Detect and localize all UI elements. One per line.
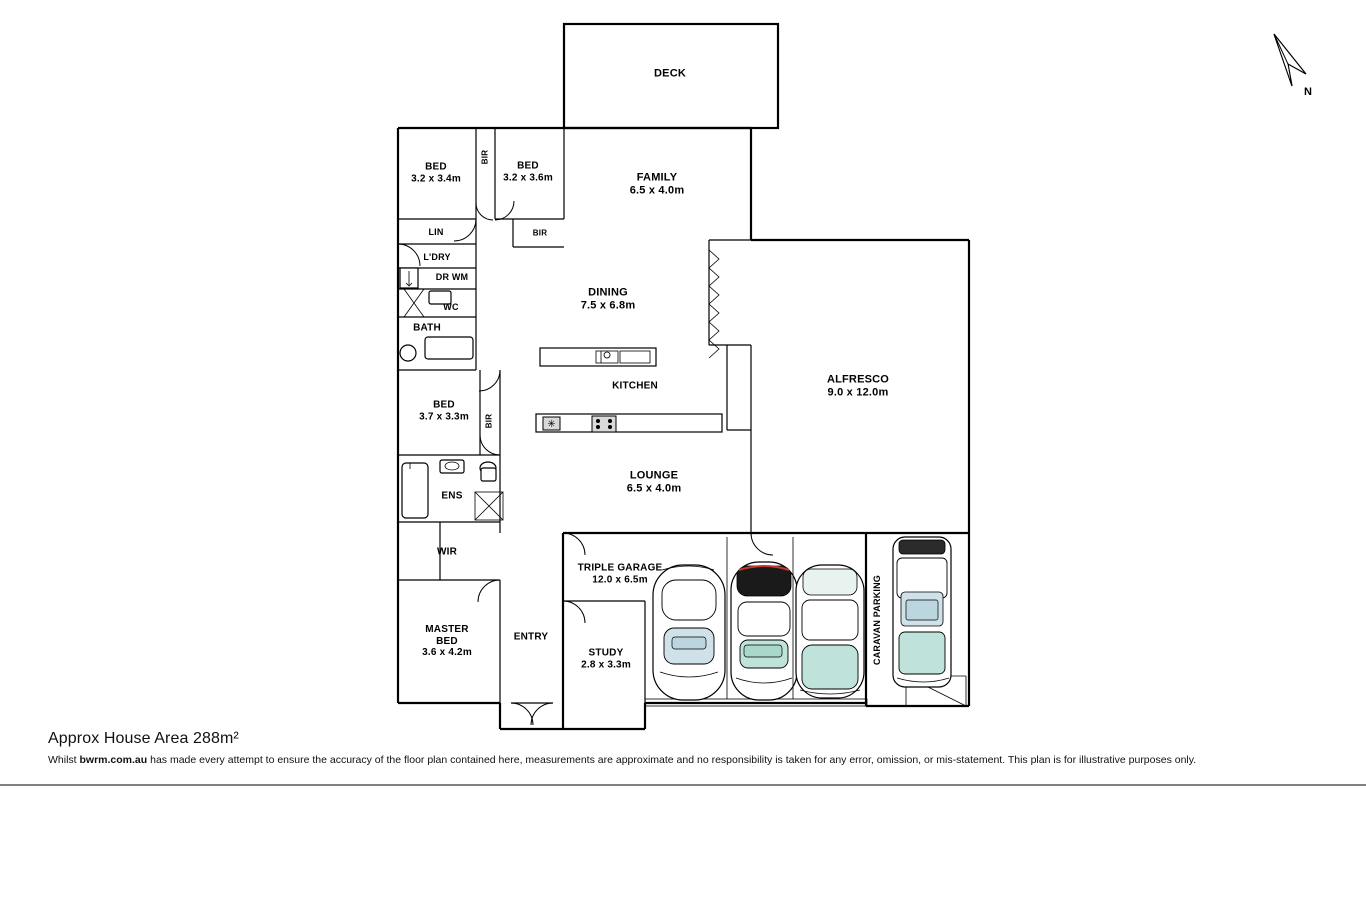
room-label-dining: DINING 7.5 x 6.8m	[580, 286, 636, 311]
room-label-caravan-parking: CARAVAN PARKING	[871, 575, 882, 665]
room-label-kitchen: KITCHEN	[612, 380, 658, 392]
room-label-bir-bed3: BIR	[532, 228, 548, 238]
room-label-entry: ENTRY	[513, 631, 549, 643]
living-area-walls	[564, 24, 751, 533]
house-area-note: Approx House Area 288m²	[48, 730, 239, 747]
svg-text:✳: ✳	[547, 419, 556, 430]
compass-rose	[1262, 30, 1322, 110]
car-icon-1	[653, 565, 725, 700]
disclaimer-text	[48, 754, 1338, 768]
compass-north-label: N	[1304, 86, 1312, 98]
room-label-family: FAMILY 6.5 x 4.0m	[629, 171, 685, 196]
room-label-ensuite: ENS	[441, 490, 463, 502]
room-label-wir: WIR	[436, 546, 458, 558]
room-label-bir-bed2: BIR	[480, 149, 490, 165]
room-label-bed2: BED 3.2 x 3.4m	[411, 161, 461, 184]
car-icon-caravan	[893, 537, 951, 687]
room-label-deck: DECK	[654, 67, 686, 80]
room-label-bath: BATH	[413, 322, 441, 334]
room-label-triple-garage: TRIPLE GARAGE 12.0 x 6.5m	[577, 562, 663, 585]
car-icon-3	[796, 565, 864, 698]
room-label-master-bed: MASTER BED 3.6 x 4.2m	[422, 623, 472, 658]
room-label-lin: LIN	[428, 226, 444, 237]
kitchen-bench	[536, 414, 722, 432]
disclaimer-pre: Whilst	[48, 754, 80, 766]
kitchen-island	[540, 348, 656, 366]
room-label-study: STUDY 2.8 x 3.3m	[581, 647, 631, 670]
car-icon-2	[731, 562, 797, 700]
room-label-bed4: BED 3.7 x 3.3m	[419, 399, 469, 422]
room-label-laundry: L'DRY	[423, 251, 451, 262]
disclaimer-brand: bwrm.com.au	[79, 754, 148, 766]
room-label-bir-bed4: BIR	[484, 413, 494, 429]
room-label-bed3: BED 3.2 x 3.6m	[503, 160, 553, 183]
room-label-dryer-washing-machine: DR WM	[435, 271, 469, 282]
footer	[48, 730, 1338, 768]
disclaimer-post: has made every attempt to ensure the accuracy of the floor plan contained here, measurements are approximate and no responsibility is taken for any error, omission, or mis-statement. This plan is for illustrative purposes only.	[147, 754, 1197, 766]
room-label-alfresco: ALFRESCO 9.0 x 12.0m	[826, 373, 890, 398]
room-label-wc: WC	[443, 301, 459, 312]
room-label-lounge: LOUNGE 6.5 x 4.0m	[626, 469, 682, 494]
